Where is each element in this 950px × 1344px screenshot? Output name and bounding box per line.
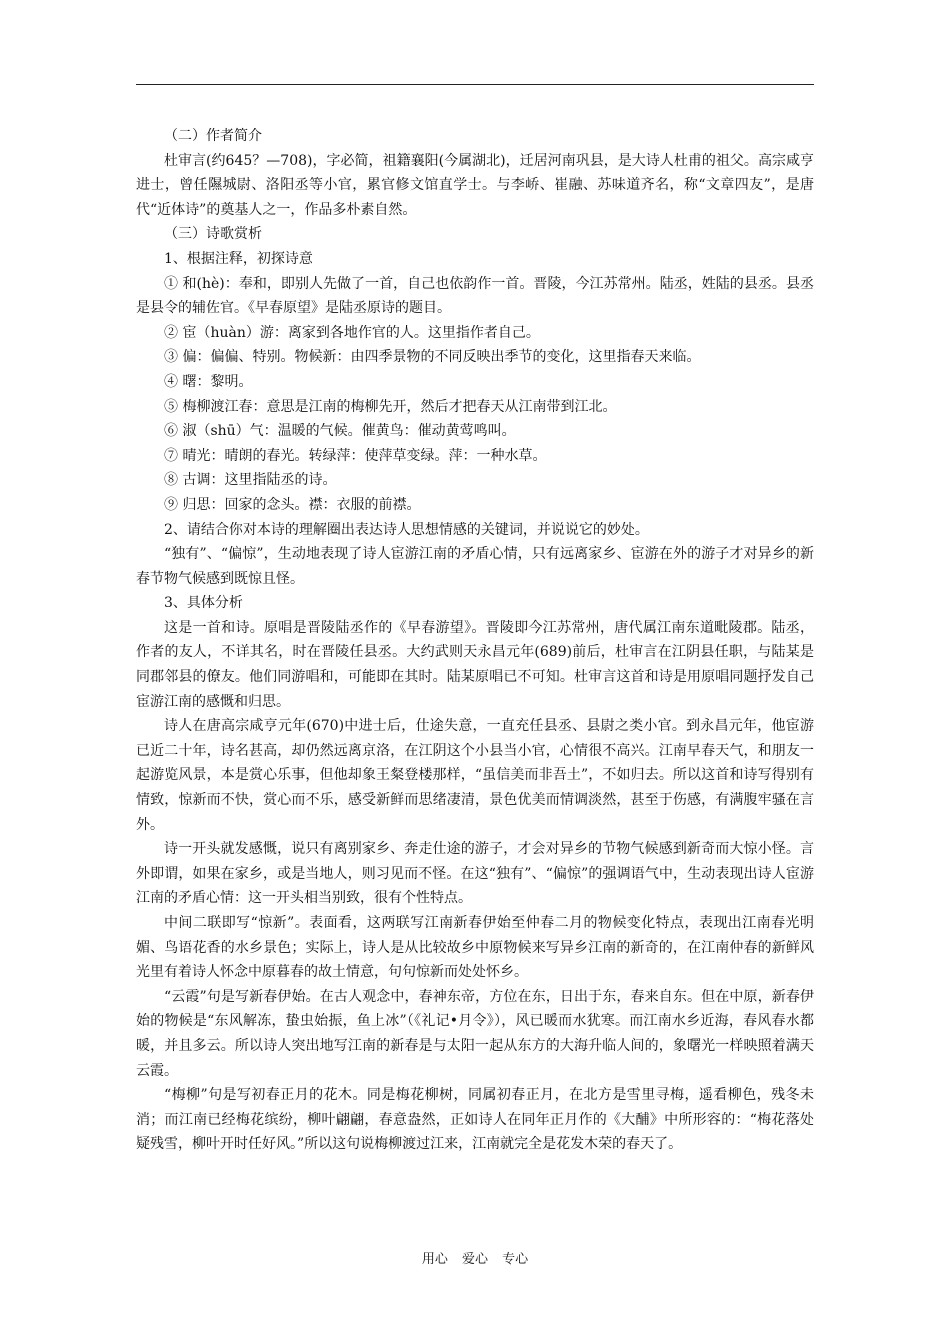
annotation-item: ⑨ 归思：回家的念头。襟：衣服的前襟。 [164,496,421,513]
annotation-item: ⑥ 淑（shū）气：温暖的气候。催黄鸟：催动黄莺鸣叫。 [164,423,516,440]
paragraph: “梅柳”句是写初春正月的花木。同是梅花柳树，同属初春正月，在北方是雪里寻梅，遥看柳色，残冬未消；而江南已经梅花缤纷，柳叶翩翩，春意盎然，正如诗人在同年正月作的《大酺》中所形容的：“梅花落处疑残雪，柳叶开时任好风。”所以这句说梅柳渡过江来，江南就完全是花发木荣的春天了。 [136,1087,814,1153]
paragraph: 中间二联即写“惊新”。表面看，这两联写江南新春伊始至仲春二月的物候变化特点，表现出江南春光明媚、鸟语花香的水乡景色；实际上，诗人是从比较故乡中原物候来写异乡江南的新奇的，在江南仲春的新鲜风光里有着诗人怀念中原暮春的故土情意，句句惊新而处处怀乡。 [136,915,814,981]
document-body [136,124,814,1157]
annotation-item: ⑧ 古调：这里指陆丞的诗。 [164,472,337,489]
annotation-item: ③ 偏：偏偏、特别。物候新：由四季景物的不同反映出季节的变化，这里指春天来临。 [164,349,701,366]
subheading: 2、请结合你对本诗的理解圈出表达诗人思想情感的关键词，并说说它的妙处。 [164,521,649,538]
page-footer: 用心 爱心 专心 [421,1252,529,1267]
paragraph: 诗人在唐高宗咸亨元年(670)中进士后，仕途失意，一直充任县丞、县尉之类小官。到永昌元年，他宦游已近二十年，诗名甚高，却仍然远离京洛，在江阴这个小县当小官，心情很不高兴。江南早春天气，和朋友一起游览风景，本是赏心乐事，但他却象王粲登楼那样，“虽信美而非吾土”，不如归去。所以这首和诗写得别有情致，惊新而不快，赏心而不乐，感受新鲜而思绪凄清，景色优美而情调淡然，甚至于伤感，有满腹牢骚在言外。 [136,718,814,833]
section-heading-appreciation: （三）诗歌赏析 [164,226,262,243]
subheading: 1、根据注释，初探诗意 [164,250,313,267]
annotation-item: ⑤ 梅柳渡江春：意思是江南的梅柳先开，然后才把春天从江南带到江北。 [164,398,617,415]
paragraph: 诗一开头就发感慨，说只有离别家乡、奔走仕途的游子，才会对异乡的节物气候感到新奇而大惊小怪。言外即谓，如果在家乡，或是当地人，则习见而不怪。在这“独有”、“偏惊”的强调语气中，生动表现出诗人宦游江南的矛盾心情：这一开头相当别致，很有个性特点。 [136,841,814,907]
annotation-item: ⑦ 晴光：晴朗的春光。转绿萍：使萍草变绿。萍：一种水草。 [164,447,547,464]
section-heading-author: （二）作者简介 [164,128,262,144]
paragraph: 这是一首和诗。原唱是晋陵陆丞作的《早春游望》。晋陵即今江苏常州，唐代属江南东道毗陵郡。陆丞，作者的友人，不详其名，时在晋陵任县丞。大约武则天永昌元年(689)前后，杜审言在江阴县任职，与陆某是同郡邻县的僚友。他们同游唱和，可能即在其时。陆某原唱已不可知。杜审言这首和诗是用原唱同题抒发自己宦游江南的感慨和归思。 [136,619,814,710]
paragraph: “云霞”句是写新春伊始。在古人观念中，春神东帝，方位在东，日出于东，春来自东。但在中原，新春伊始的物候是“东风解冻，蛰虫始振，鱼上冰”（《礼记•月令》），风已暖而水犹寒。而江南水乡近海，春风春水都暖，并且多云。所以诗人突出地写江南的新春是与太阳一起从东方的大海升临人间的，象曙光一样映照着满天云霞。 [136,988,814,1079]
paragraph: 杜审言(约645？—708)，字必简，祖籍襄阳(今属湖北)，迁居河南巩县，是大诗人杜甫的祖父。高宗咸亨进士，曾任隰城尉、洛阳丞等小官，累官修文馆直学士。与李峤、崔融、苏味道齐名，称“文章四友”，是唐代“近体诗”的奠基人之一，作品多朴素自然。 [136,152,814,218]
subheading: 3、具体分析 [164,595,243,612]
annotation-item: ② 宦（huàn）游：离家到各地作官的人。这里指作者自己。 [164,324,540,341]
paragraph: “独有”、“偏惊”，生动地表现了诗人宦游江南的矛盾心情，只有远离家乡、宦游在外的游子才对异乡的新春节物气候感到既惊且怪。 [136,546,814,587]
header-rule [136,84,814,85]
annotation-item: ① 和(hè)：奉和，即别人先做了一首，自己也依韵作一首。晋陵，今江苏常州。陆丞，姓陆的县丞。县丞是县令的辅佐官。《早春原望》是陆丞原诗的题目。 [136,275,814,317]
annotation-item: ④ 曙：黎明。 [164,373,253,390]
